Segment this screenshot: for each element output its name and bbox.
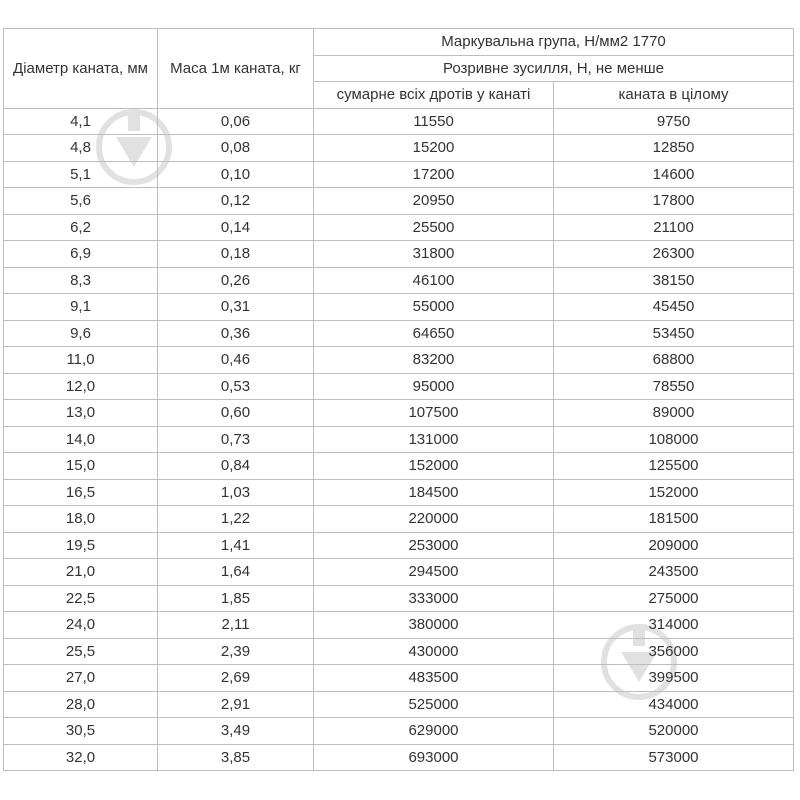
cell-sum-wires: 483500	[314, 665, 554, 692]
table-row	[4, 506, 794, 533]
cell-rope-whole: 573000	[554, 744, 794, 771]
table-row	[4, 585, 794, 612]
cell-mass: 0,06	[158, 108, 314, 135]
cell-rope-whole: 125500	[554, 453, 794, 480]
cell-diameter: 15,0	[4, 453, 158, 480]
header-marking-group: Маркувальна група, Н/мм2 1770	[314, 29, 794, 56]
table-row	[4, 559, 794, 586]
cell-sum-wires: 11550	[314, 108, 554, 135]
cell-mass: 3,49	[158, 718, 314, 745]
cell-mass: 0,31	[158, 294, 314, 321]
table-body	[4, 108, 794, 771]
cell-diameter: 24,0	[4, 612, 158, 639]
cell-sum-wires: 95000	[314, 373, 554, 400]
cell-diameter: 28,0	[4, 691, 158, 718]
cell-mass: 0,12	[158, 188, 314, 215]
cell-mass: 0,14	[158, 214, 314, 241]
cell-sum-wires: 107500	[314, 400, 554, 427]
cell-mass: 0,08	[158, 135, 314, 162]
cell-sum-wires: 20950	[314, 188, 554, 215]
cell-mass: 2,91	[158, 691, 314, 718]
cell-mass: 0,60	[158, 400, 314, 427]
header-sum-wires: сумарне всіх дротів у канаті	[314, 82, 554, 109]
cell-rope-whole: 314000	[554, 612, 794, 639]
cell-rope-whole: 209000	[554, 532, 794, 559]
cell-mass: 1,85	[158, 585, 314, 612]
cell-diameter: 30,5	[4, 718, 158, 745]
cell-rope-whole: 434000	[554, 691, 794, 718]
cell-mass: 0,18	[158, 241, 314, 268]
cell-sum-wires: 430000	[314, 638, 554, 665]
cell-mass: 2,11	[158, 612, 314, 639]
cell-rope-whole: 12850	[554, 135, 794, 162]
cell-mass: 3,85	[158, 744, 314, 771]
cell-diameter: 18,0	[4, 506, 158, 533]
cell-mass: 1,03	[158, 479, 314, 506]
cell-diameter: 21,0	[4, 559, 158, 586]
cell-sum-wires: 184500	[314, 479, 554, 506]
cell-mass: 1,22	[158, 506, 314, 533]
cell-rope-whole: 53450	[554, 320, 794, 347]
table-row	[4, 744, 794, 771]
cell-sum-wires: 333000	[314, 585, 554, 612]
cell-diameter: 27,0	[4, 665, 158, 692]
table-row	[4, 400, 794, 427]
cell-rope-whole: 356000	[554, 638, 794, 665]
cell-rope-whole: 152000	[554, 479, 794, 506]
cell-sum-wires: 46100	[314, 267, 554, 294]
cell-rope-whole: 68800	[554, 347, 794, 374]
cell-diameter: 13,0	[4, 400, 158, 427]
cell-sum-wires: 31800	[314, 241, 554, 268]
table-row	[4, 241, 794, 268]
cell-diameter: 9,6	[4, 320, 158, 347]
cell-diameter: 6,2	[4, 214, 158, 241]
table-row	[4, 612, 794, 639]
cell-mass: 0,53	[158, 373, 314, 400]
cell-sum-wires: 25500	[314, 214, 554, 241]
cell-rope-whole: 275000	[554, 585, 794, 612]
cell-mass: 0,73	[158, 426, 314, 453]
cell-sum-wires: 693000	[314, 744, 554, 771]
table-row	[4, 108, 794, 135]
cell-sum-wires: 380000	[314, 612, 554, 639]
cell-mass: 0,84	[158, 453, 314, 480]
cell-rope-whole: 38150	[554, 267, 794, 294]
cell-diameter: 12,0	[4, 373, 158, 400]
header-breaking-force: Розривне зусилля, Н, не менше	[314, 55, 794, 82]
cell-mass: 0,36	[158, 320, 314, 347]
cell-diameter: 4,8	[4, 135, 158, 162]
cell-mass: 2,69	[158, 665, 314, 692]
cell-diameter: 22,5	[4, 585, 158, 612]
table-row	[4, 532, 794, 559]
rope-spec-table	[3, 28, 794, 771]
cell-diameter: 19,5	[4, 532, 158, 559]
cell-mass: 2,39	[158, 638, 314, 665]
table-row	[4, 479, 794, 506]
cell-rope-whole: 9750	[554, 108, 794, 135]
cell-sum-wires: 220000	[314, 506, 554, 533]
table-row	[4, 691, 794, 718]
cell-rope-whole: 45450	[554, 294, 794, 321]
cell-mass: 1,64	[158, 559, 314, 586]
table-row	[4, 135, 794, 162]
table-row	[4, 214, 794, 241]
cell-sum-wires: 152000	[314, 453, 554, 480]
cell-sum-wires: 131000	[314, 426, 554, 453]
cell-sum-wires: 83200	[314, 347, 554, 374]
cell-mass: 0,46	[158, 347, 314, 374]
cell-diameter: 5,6	[4, 188, 158, 215]
cell-diameter: 8,3	[4, 267, 158, 294]
cell-rope-whole: 243500	[554, 559, 794, 586]
cell-diameter: 9,1	[4, 294, 158, 321]
table-header	[4, 29, 794, 109]
table-row	[4, 267, 794, 294]
table-row	[4, 347, 794, 374]
table-row	[4, 638, 794, 665]
cell-sum-wires: 17200	[314, 161, 554, 188]
cell-diameter: 32,0	[4, 744, 158, 771]
cell-rope-whole: 21100	[554, 214, 794, 241]
header-mass: Маса 1м каната, кг	[158, 29, 314, 109]
cell-sum-wires: 629000	[314, 718, 554, 745]
header-rope-whole: каната в цілому	[554, 82, 794, 109]
cell-rope-whole: 399500	[554, 665, 794, 692]
cell-sum-wires: 64650	[314, 320, 554, 347]
cell-rope-whole: 26300	[554, 241, 794, 268]
table-row	[4, 665, 794, 692]
cell-rope-whole: 181500	[554, 506, 794, 533]
cell-diameter: 6,9	[4, 241, 158, 268]
cell-mass: 0,10	[158, 161, 314, 188]
cell-rope-whole: 520000	[554, 718, 794, 745]
table-row	[4, 294, 794, 321]
cell-diameter: 14,0	[4, 426, 158, 453]
cell-sum-wires: 294500	[314, 559, 554, 586]
cell-rope-whole: 89000	[554, 400, 794, 427]
header-diameter: Діаметр каната, мм	[4, 29, 158, 109]
cell-rope-whole: 108000	[554, 426, 794, 453]
cell-diameter: 11,0	[4, 347, 158, 374]
cell-rope-whole: 17800	[554, 188, 794, 215]
table-row	[4, 188, 794, 215]
cell-diameter: 25,5	[4, 638, 158, 665]
cell-diameter: 4,1	[4, 108, 158, 135]
cell-mass: 1,41	[158, 532, 314, 559]
cell-sum-wires: 525000	[314, 691, 554, 718]
cell-sum-wires: 15200	[314, 135, 554, 162]
cell-rope-whole: 14600	[554, 161, 794, 188]
table-row	[4, 320, 794, 347]
table-row	[4, 161, 794, 188]
table-row	[4, 453, 794, 480]
table-row	[4, 426, 794, 453]
table-row	[4, 373, 794, 400]
cell-rope-whole: 78550	[554, 373, 794, 400]
table-row	[4, 718, 794, 745]
cell-sum-wires: 253000	[314, 532, 554, 559]
cell-diameter: 5,1	[4, 161, 158, 188]
cell-diameter: 16,5	[4, 479, 158, 506]
cell-mass: 0,26	[158, 267, 314, 294]
cell-sum-wires: 55000	[314, 294, 554, 321]
